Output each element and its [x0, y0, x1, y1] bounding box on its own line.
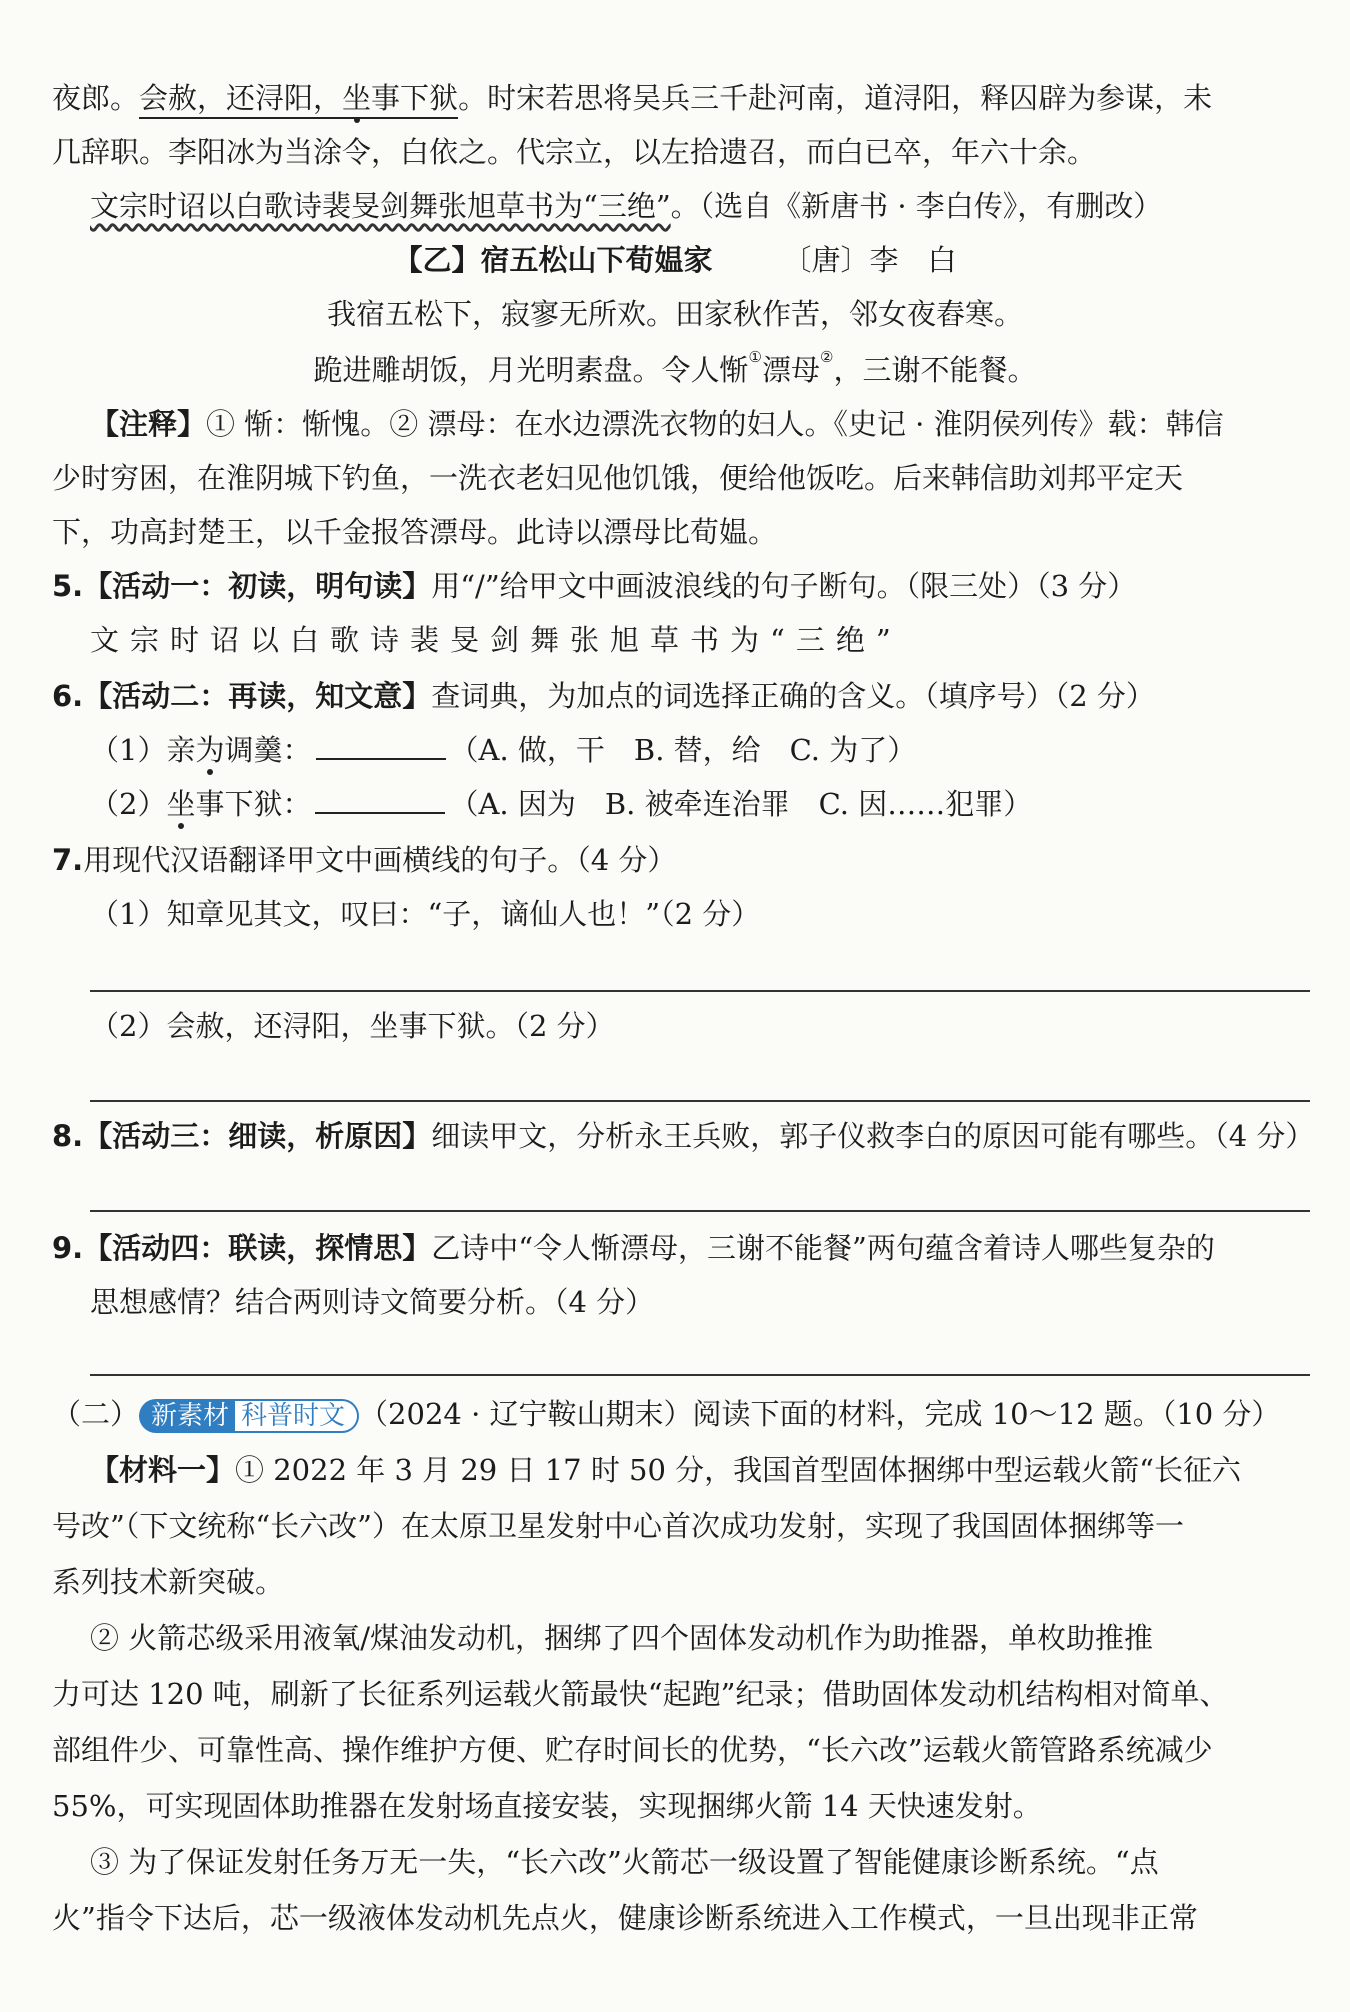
text-span: 事下狱 — [371, 81, 459, 115]
question-number: 6. — [52, 679, 84, 713]
notes-line-3: 下，功高封楚王，以千金报答漂母。此诗以漂母比荀媪。 — [52, 515, 778, 549]
activity-title: 【活动三：细读，析原因】 — [83, 1119, 432, 1153]
notes-line-1 — [90, 404, 1310, 444]
question-number: 7. — [52, 843, 84, 877]
answer-blank[interactable] — [316, 730, 446, 760]
question-9-continued: 思想感情？结合两则诗文简要分析。（4 分） — [90, 1285, 655, 1319]
text-span: 漂母 — [761, 353, 820, 387]
note-mark: ① — [748, 348, 762, 366]
poem-line-2 — [0, 350, 1350, 390]
dotted-word: 坐 — [342, 81, 372, 115]
notes-label: 【注释】 — [90, 407, 207, 441]
q6-item-1 — [90, 730, 1310, 770]
options: （A. 因为 B. 被牵连治罪 C. 因……犯罪） — [449, 787, 1033, 821]
text-span: 。时宋若思将吴兵三千赴河南，道浔阳，释囚辟为参谋，未 — [458, 81, 1213, 115]
text-span: 会赦，还浔阳， — [139, 81, 343, 115]
question-6 — [52, 676, 1310, 716]
passage-line-2: 几辞职。李阳冰为当涂令，白依之。代宗立，以左拾遗召，而白已卒，年六十余。 — [52, 135, 1097, 169]
answer-line[interactable] — [90, 1210, 1310, 1212]
answer-blank[interactable] — [315, 784, 445, 814]
passage-line-1 — [52, 78, 1310, 118]
material-1-line-8: ③ 为了保证发射任务万无一失，“长六改”火箭芯一级设置了智能健康诊断系统。“点 — [90, 1845, 1159, 1879]
answer-line[interactable] — [90, 1100, 1310, 1102]
item-number: （2） — [90, 787, 167, 821]
answer-line[interactable] — [90, 990, 1310, 992]
activity-title: 【活动一：初读，明句读】 — [83, 569, 432, 603]
text-span: ，三谢不能餐。 — [833, 353, 1037, 387]
question-text: 乙诗中“令人惭漂母，三谢不能餐”两句蕴含着诗人哪些复杂的 — [431, 1231, 1215, 1265]
underlined-sentence — [139, 81, 458, 119]
question-5 — [52, 566, 1310, 606]
q5-sentence: 文宗时诏以白歌诗裴旻剑舞张旭草书为“三绝” — [90, 623, 902, 657]
options: （A. 做，干 B. 替，给 C. 为了） — [449, 733, 917, 767]
material-1-line-2: 号改”（下文统称“长六改”）在太原卫星发射中心首次成功发射，实现了我国固体捆绑等一 — [52, 1509, 1184, 1543]
q7-item-1: （1）知章见其文，叹曰：“子，谪仙人也！”（2 分） — [90, 897, 761, 931]
material-1-line-1 — [90, 1450, 1310, 1490]
q6-item-2 — [90, 784, 1310, 824]
text-span: 事下狱： — [195, 787, 312, 821]
poem-author: 〔唐〕李 白 — [782, 243, 957, 277]
material-1-line-7: 55%，可实现固体助推器在发射场直接安装，实现捆绑火箭 14 天快速发射。 — [52, 1789, 1042, 1823]
poem-heading — [0, 240, 1350, 280]
question-7 — [52, 840, 1310, 880]
material-1-line-3: 系列技术新突破。 — [52, 1565, 285, 1599]
dotted-word: 坐 — [166, 787, 196, 821]
genre-tag: 科普时文 — [235, 1399, 359, 1433]
question-number: 9. — [52, 1231, 84, 1265]
dotted-word: 为 — [195, 733, 225, 767]
note-mark: ② — [820, 348, 834, 366]
material-1-line-6: 部组件少、可靠性高、操作维护方便、贮存时间长的优势，“长六改”运载火箭管路系统减少 — [52, 1733, 1213, 1767]
source-citation: 。（选自《新唐书 · 李白传》，有删改） — [670, 189, 1163, 223]
material-1-line-4: ② 火箭芯级采用液氧/煤油发动机，捆绑了四个固体发动机作为助推器，单枚助推推 — [90, 1621, 1153, 1655]
material-label: 【材料一】 — [90, 1453, 236, 1487]
text-span: 跪进雕胡饭，月光明素盘。令人惭 — [313, 353, 749, 387]
text-span: 亲 — [166, 733, 196, 767]
question-number: 5. — [52, 569, 84, 603]
question-9 — [52, 1228, 1310, 1268]
section-2-header — [52, 1394, 1310, 1434]
question-8 — [52, 1116, 1315, 1156]
text-span: ① 2022 年 3 月 29 日 17 时 50 分，我国首型固体捆绑中型运载火箭“长征六 — [235, 1453, 1241, 1487]
notes-line-2: 少时穷困，在淮阴城下钓鱼，一洗衣老妇见他饥饿，便给他饭吃。后来韩信助刘邦平定天 — [52, 461, 1184, 495]
material-1-line-5: 力可达 120 吨，刷新了长征系列运载火箭最快“起跑”纪录；借助固体发动机结构相对简单、 — [52, 1677, 1229, 1711]
material-1-line-9: 火”指令下达后，芯一级液体发动机先点火，健康诊断系统进入工作模式，一旦出现非正常 — [52, 1901, 1198, 1935]
section-label: （二） — [52, 1397, 140, 1431]
answer-line[interactable] — [90, 1374, 1310, 1376]
q7-item-2: （2）会赦，还浔阳，坐事下狱。（2 分） — [90, 1009, 615, 1043]
question-text: 用“/”给甲文中画波浪线的句子断句。（限三处）（3 分） — [431, 569, 1137, 603]
question-text: 查词典，为加点的词选择正确的含义。（填序号）（2 分） — [431, 679, 1155, 713]
question-text: 细读甲文，分析永王兵败，郭子仪救李白的原因可能有哪些。（4 分） — [431, 1119, 1315, 1153]
poem-title: 【乙】宿五松山下荀媪家 — [393, 243, 713, 277]
passage-line-3 — [90, 186, 1310, 226]
new-material-tag: 新素材 — [139, 1399, 235, 1433]
section-instruction: （2024 · 辽宁鞍山期末）阅读下面的材料，完成 10～12 题。（10 分） — [359, 1397, 1281, 1431]
question-number: 8. — [52, 1119, 84, 1153]
activity-title: 【活动四：联读，探情思】 — [83, 1231, 432, 1265]
text-span: 调羹： — [224, 733, 312, 767]
poem-line-1: 我宿五松下，寂寥无所欢。田家秋作苦，邻女夜舂寒。 — [326, 297, 1023, 331]
activity-title: 【活动二：再读，知文意】 — [83, 679, 432, 713]
wavy-sentence: 文宗时诏以白歌诗裴旻剑舞张旭草书为“三绝” — [90, 189, 671, 223]
question-text: 用现代汉语翻译甲文中画横线的句子。（4 分） — [83, 843, 677, 877]
text-span: ① 惭：惭愧。② 漂母：在水边漂洗衣物的妇人。《史记 · 淮阴侯列传》载：韩信 — [206, 407, 1224, 441]
text-span: 夜郎。 — [52, 81, 140, 115]
item-number: （1） — [90, 733, 167, 767]
